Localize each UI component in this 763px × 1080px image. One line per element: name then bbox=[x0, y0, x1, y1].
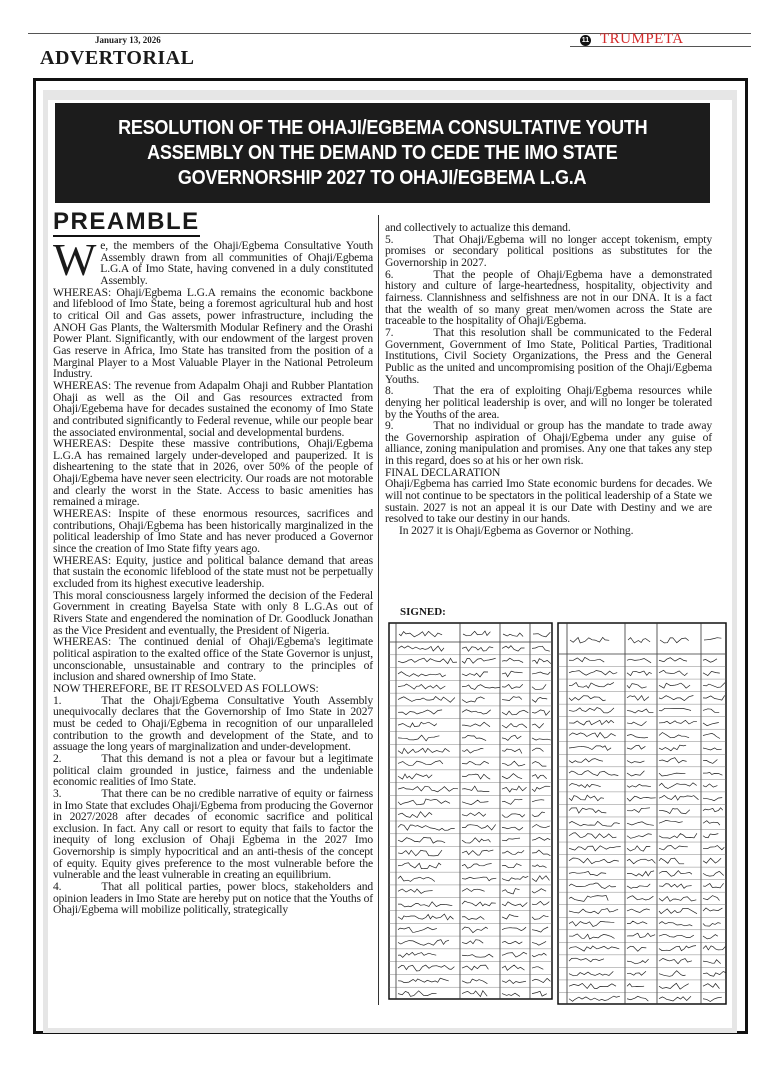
resolution-text: That no individual or group has the mandate to trade away the Governorship aspiration of Ohaji/Egbema under any guise of alliance, zoning manipulation and promises. Any one that takes any step in this regard, does so at his or her own risk. bbox=[385, 419, 712, 468]
resolution-text: That this resolution shall be communicated to the Federal Government, Government of Imo State, Political Parties, Traditional Institutions, Civil Society Organizations, the Press and the General Public as the united and uncompromising position of the Ohaji/Egbema Youths. bbox=[385, 325, 712, 386]
left-column bbox=[53, 234, 373, 917]
preamble-heading: PREAMBLE bbox=[53, 208, 200, 235]
paragraph bbox=[53, 234, 373, 287]
sheet-border bbox=[389, 623, 552, 999]
signature-sheet-2 bbox=[557, 622, 727, 1007]
resolution-number: 9. bbox=[385, 419, 394, 433]
headline-line: RESOLUTION OF THE OHAJI/EGBEMA CONSULTATIVE YOUTH bbox=[117, 116, 648, 139]
resolution-number: 6. bbox=[385, 267, 394, 281]
resolution-item bbox=[385, 327, 712, 385]
paragraph: WHEREAS: Inspite of these enormous resources, sacrifices and contributions, Ohaji/Egbema has been historically marginalized in the political leadership of Imo State and has never produced a Governor since the creation of Imo State fifty years ago. bbox=[53, 507, 373, 556]
resolution-number: 4. bbox=[53, 880, 62, 894]
drop-cap: W bbox=[53, 234, 97, 285]
signed-label: SIGNED: bbox=[400, 606, 446, 618]
column-divider bbox=[378, 215, 379, 1005]
section-label: ADVERTORIAL bbox=[40, 47, 195, 69]
paragraph: WHEREAS: Ohaji/Egbema L.G.A remains the economic backbone and lifeblood of Imo State, being a foremost agricultural hub and host to critical Oil and Gas assets, power infrastructure, including the ANOH Gas Plants, the Waltersmith Modular Refinery and the Orashi Power Plant. Significantly, with our endowment of the largest proven Gas reserve in Africa, Imo State has transited from the position of a Marginal Player to a Most Valuable Player in the National Petroleum Industry. bbox=[53, 285, 373, 381]
resolution-text: That Ohaji/Egbema will no longer accept tokenism, empty promises or secondary political positions as substitutes for the Governorship in 2027. bbox=[385, 232, 712, 269]
resolution-number: 2. bbox=[53, 751, 62, 765]
resolution-number: 5. bbox=[385, 232, 394, 246]
resolution-text: That the people of Ohaji/Egbema have a demonstrated history and culture of large-heartedness, hospitality, objectivity and fairness. Clannishness and selfishness are not in our DNA. It is a fact that the wealth of so many great men/women across the State are traceable to the hospitality of Ohaji/Egbema. bbox=[385, 267, 712, 328]
resolution-number: 3. bbox=[53, 786, 62, 800]
resolution-text: That this demand is not a plea or favour but a legitimate political claim grounded in justice, fairness and the undeniable economic realities of Imo State. bbox=[53, 751, 373, 789]
header-rule-right bbox=[570, 46, 751, 47]
paragraph: WHEREAS: Equity, justice and political balance demand that areas that sustain the economic lifeblood of the state must not be perpetually excluded from its highest executive leadership. bbox=[53, 553, 373, 591]
resolution-item bbox=[53, 695, 373, 753]
resolution-text: That there can be no credible narrative of equity or fairness in Imo State that excludes Ohaji/Egbema from producing the Governor in 2027/2028 after decades of economic sacrifice and political exclusion. In fact. Any call or resort to equity that fails to factor the inequity of long exclusion of Ohaji Egbema in the 2027 Imo Governorship is simply hypocritical and an anti-thesis of the concept of equity. Equity gives preference to the most vulnerable before the vulnerable and the least vulnerable in creating an equilibrium. bbox=[53, 786, 373, 882]
resolution-number: 8. bbox=[385, 384, 394, 398]
headline bbox=[55, 103, 710, 203]
final-declaration-heading: FINAL DECLARATION bbox=[385, 465, 501, 479]
resolution-item bbox=[53, 753, 373, 788]
resolution-text: That the Ohaji/Egbema Consultative Youth Assembly unequivocally declares that the Governorship of Imo State in 2027 must be ceded to Ohaji/Egbema in recognition of our unparalleled contribution to the growth and development of the State, and to assuage the long years of marginalization and under-development. bbox=[53, 693, 373, 754]
resolution-text: That the era of exploiting Ohaji/Egbema resources while denying her political leadership is over, and will no longer be tolerated by the Youths of the area. bbox=[385, 384, 712, 421]
right-column bbox=[385, 222, 712, 537]
resolution-item bbox=[53, 788, 373, 881]
signature-sheet-1 bbox=[388, 622, 553, 1002]
resolution-item bbox=[385, 420, 712, 467]
paragraph: WHEREAS: Despite these massive contributions, Ohaji/Egbema L.G.A has remained largely under-developed and pauperized. It is disheartening to the state that in 2026, over 50% of the people of Ohaji/Egbema have never seen electricity. Our roads are not motorable and clearly the worst in the State. Access to basic amenities has remained a mirage. bbox=[53, 437, 373, 509]
resolution-item bbox=[385, 234, 712, 269]
resolution-number: 7. bbox=[385, 325, 394, 339]
resolution-item bbox=[385, 385, 712, 420]
headline-line: ASSEMBLY ON THE DEMAND TO CEDE THE IMO STATE bbox=[147, 141, 618, 164]
paragraph: This moral consciousness largely informed the decision of the Federal Government in creating Bayelsa State with only 8 L.G.As out of Rivers State and engendered the nomination of Dr. Goodluck Jonathan as the Vice President and eventually, the President of Nigeria. bbox=[53, 588, 373, 637]
issue-date: January 13, 2026 bbox=[95, 35, 161, 45]
publication-logo: TRUMPETA bbox=[600, 31, 684, 47]
closing-statement: In 2027 it is Ohaji/Egbema as Governor or Nothing. bbox=[399, 524, 634, 538]
final-declaration-text: Ohaji/Egbema has carried Imo State economic burdens for decades. We will not continue to be spectators in the political leadership of a State we sustain. 2027 is not an appeal it is our Date with Destiny and we are resolved to take our destiny in our hands. bbox=[385, 477, 712, 526]
page-number: 11 bbox=[581, 37, 590, 44]
paragraph-text: e, the members of the Ohaji/Egbema Consultative Youth Assembly drawn from all communities of Ohaji/Egbema L.G.A of Imo State, having convened in a duly constituted Assembly. bbox=[100, 239, 373, 287]
paragraph: and collectively to actualize this demand. bbox=[385, 221, 571, 234]
headline-line: GOVERNORSHIP 2027 TO OHAJI/EGBEMA L.G.A bbox=[178, 166, 587, 189]
resolved-heading: NOW THEREFORE, BE IT RESOLVED AS FOLLOWS: bbox=[53, 681, 319, 695]
paragraph: WHEREAS: The continued denial of Ohaji/Egbema's legitimate political aspiration to the exalted office of the State Governor is unjust, unconscionable, unsustainable and contrary to the principles of inclusion and shared ownership of Imo State. bbox=[53, 635, 373, 684]
resolution-item bbox=[53, 881, 373, 916]
paragraph: WHEREAS: The revenue from Adapalm Ohaji and Rubber Plantation Ohaji as well as the Oil and Gas resources extracted from Ohaji/Egebema have for decades sustained the economy of Imo State and contributed significantly to Federal revenue, while our people bear the associated environmental, social and developmental burdens. bbox=[53, 378, 373, 439]
resolution-text: That all political parties, power blocs, stakeholders and opinion leaders in Imo State are hereby put on notice that the Youths of Ohaji/Egbema will mobilize politically, strategically bbox=[53, 880, 373, 917]
resolution-number: 1. bbox=[53, 693, 62, 707]
resolution-item bbox=[385, 269, 712, 327]
